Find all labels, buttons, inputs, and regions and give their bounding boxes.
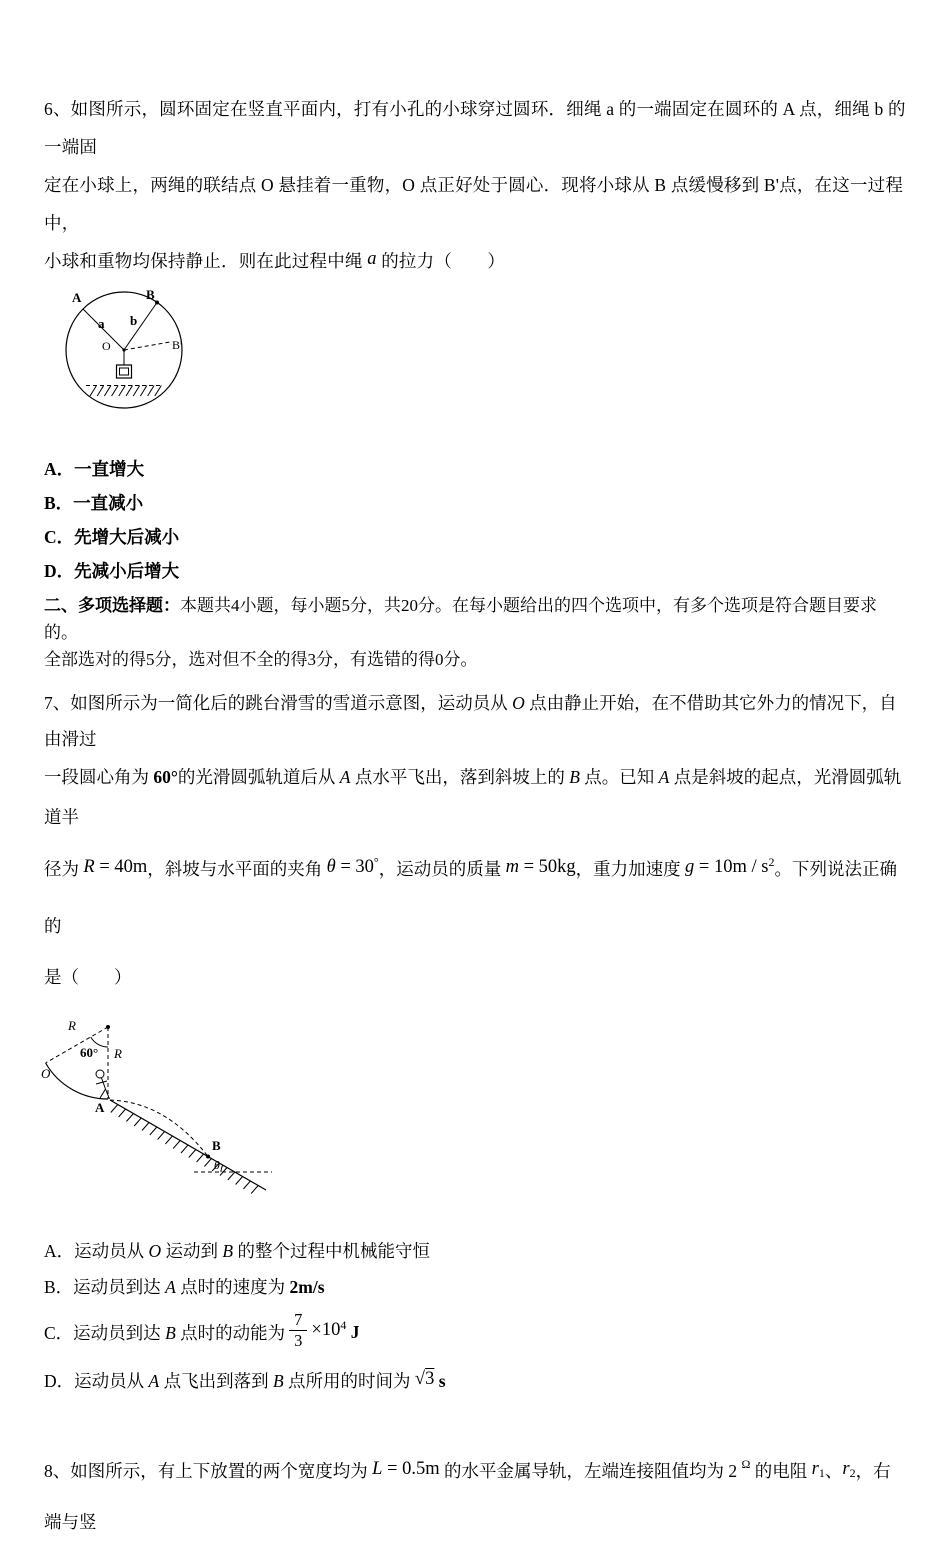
q7-option-b: B．运动员到达 A 点时的速度为 2m/s [44,1277,325,1297]
arc-track [46,1063,108,1099]
label-theta: θ [214,1158,220,1172]
q7-option-a: A．运动员从 O 运动到 B 的整个过程中机械能守恒 [44,1241,430,1261]
label-radius-r1: R [68,1018,76,1033]
slope-hatch [111,1105,258,1194]
ground-hatch [90,386,161,397]
q6-option-a: A．一直增大 [44,459,145,479]
q7-ski-diagram [38,1010,288,1206]
q8-text-line1: 8、如图所示，有上下放置的两个宽度均为 L = 0.5m 的水平金属导轨，左端连接阻值均为 2 $^\Omega$ 的电阻 $r_1$、$r_2$，右端与竖 [44,1457,891,1532]
fraction-numerator: 7 [289,1310,307,1331]
label-point-o: O [41,1066,51,1081]
label-point-a: A [95,1100,105,1115]
label-point-b: B [146,289,155,302]
point-b-dot [206,1155,210,1159]
label-angle-60: 60° [80,1045,99,1060]
section2-line1: 二、多项选择题：本题共4小题，每小题5分，共20分。在每小题给出的四个选项中，有多个选项是符合题目要求的。 [44,596,877,642]
fraction-denominator: 3 [294,1331,303,1350]
label-point-o: O [102,339,111,353]
q6-option-c: C．先增大后减小 [44,527,180,547]
ob-prime-dashed-line [124,342,170,350]
label-point-a: A [72,290,82,305]
q6-options [44,452,906,588]
weight-box-inner [120,368,129,375]
q7-option-c-post: $\times 10^4$ J [311,1317,360,1342]
q7-option-c [44,1305,906,1359]
q6-option-d: D．先减小后增大 [44,561,180,581]
q6-text-line3: 小球和重物均保持静止．则在此过程中绳 a 的拉力（ ） [44,249,506,271]
q7-options [44,1233,906,1404]
point-o-dot [122,348,125,351]
q6-text-line2: 定在小球上，两绳的联结点 O 悬挂着一重物，O 点正好处于圆心．现将小球从 B 点缓慢移到 B'点，在这一过程中， [44,175,904,233]
label-rope-a: a [98,316,105,331]
section2-header [44,592,906,673]
q6-circle-diagram [58,289,210,413]
point-b-dot [155,301,159,305]
q7-option-d: D．运动员从 A 点飞出到落到 B 点所用的时间为 √3 s [44,1369,446,1391]
theta-angle-arc [221,1165,223,1172]
q6-text-line1: 6、如图所示，圆环固定在竖直平面内，打有小孔的小球穿过圆环．细绳 a 的一端固定在圆环的 A 点，细绳 b 的一端固 [44,99,906,157]
section2-line2: 全部选对的得5分，选对但不全的得3分，有选错的得0分。 [44,650,478,669]
label-point-b-prime: B′ [172,338,183,352]
q6-option-b: B．一直减小 [44,493,144,513]
q7-text-line2: 一段圆心角为 60°的光滑圆弧轨道后从 A 点水平飞出，落到斜坡上的 B 点。已知 A 点是斜坡的起点，光滑圆弧轨道半 [44,767,902,827]
label-rope-b: b [130,313,138,328]
q7-text-line4: 是（ ） [44,967,132,987]
rope-b-line [124,303,157,351]
label-radius-r2: R [114,1046,122,1061]
q7-text-line3: 径为 R = 40m，斜坡与水平面的夹角 θ = 30°，运动员的质量 m = 50kg，重力加速度 $g = 10m / s^2$。下列说法正确的 [44,855,897,936]
weight-box-outer [117,365,132,378]
fraction-seven-thirds [289,1310,307,1351]
skier-figure [96,1070,110,1099]
q7-option-c-pre: C．运动员到达 B 点时的动能为 [44,1322,286,1343]
q7-text-line1: 7、如图所示为一简化后的跳台滑雪的雪道示意图，运动员从 O 点由静止开始，在不借助其它外力的情况下，自由滑过 [44,693,897,749]
label-point-b: B [212,1138,221,1153]
